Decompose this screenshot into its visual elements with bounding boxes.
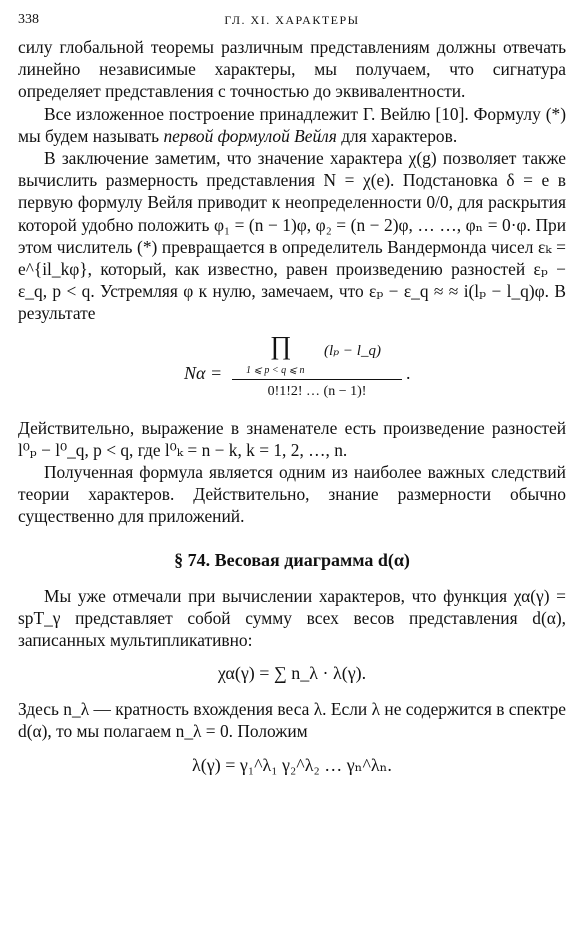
running-title: ГЛ. XI. ХАРАКТЕРЫ xyxy=(224,13,360,27)
product-term: (lₚ − l_q) xyxy=(324,342,381,359)
paragraph-continuation: силу глобальной теоремы различным представлениям должны отвечать линейно независимые характеры, мы получаем, что сигнатура определяет представления с точностью до эквивалентности. xyxy=(18,37,566,102)
dimension-formula xyxy=(18,330,566,411)
paragraph-denominator: Действительно, выражение в знаменателе есть произведение разностей l⁰ₚ − l⁰_q, p < q, где l⁰ₖ = n − k, k = 1, 2, …, n. xyxy=(18,417,566,460)
formula-numerator xyxy=(232,330,402,376)
section-title: § 74. Весовая диаграмма d(α) xyxy=(174,549,410,570)
weyl-text-b: для характеров. xyxy=(336,125,458,146)
paragraph-consequence: Полученная формула является одним из наиболее важных следствий теории характеров. Действительно, знание размерности обычно существенно для приложений. xyxy=(18,462,566,527)
weyl-formula-term: первой формулой Вейля xyxy=(163,125,337,146)
page-number: 338 xyxy=(18,12,39,27)
paragraph-dimension: В заключение заметим, что значение характера χ(g) позволяет также вычислить размерность представления N = χ(e). Подстановка δ = e в первую формулу Вейля приводит к неопределенности 0/0, для раскрытия которой удобно положить φ₁ = (n − 1)φ, φ₂ = (n − 2)φ, … …, φₙ = 0·φ. При этом числитель (*) превращается в определитель Вандермонда чисел εₖ = e^{il_kφ}, который, как известно, равен произведению разностей εₚ − ε_q, p < q. Устремляя φ к нулю, замечаем, что εₚ − ε_q ≈ ≈ i(lₚ − l_q)φ. В результате xyxy=(18,148,566,324)
paragraph-weights: Мы уже отмечали при вычислении характеров, что функция χα(γ) = spT_γ представляет собой сумму всех весов представления d(α), записанных мультипликативно: xyxy=(18,585,566,651)
formula-period: . xyxy=(406,362,411,383)
paragraph-multiplicity: Здесь n_λ — кратность вхождения веса λ. Если λ не содержится в спектре d(α), то мы полагаем n_λ = 0. Положим xyxy=(18,699,566,742)
character-sum-formula: χα(γ) = ∑ n_λ · λ(γ). xyxy=(217,663,367,684)
book-page xyxy=(18,10,566,790)
formula-fraction xyxy=(232,330,402,400)
product-sign: ∏ xyxy=(270,330,292,360)
weight-monomial-formula: λ(γ) = γ₁^λ₁ γ₂^λ₂ … γₙ^λₙ. xyxy=(192,754,392,775)
formula-denominator: 0!1!2! … (n − 1)! xyxy=(267,383,367,399)
formula-lhs: Nα = xyxy=(184,362,223,383)
paragraph-weyl xyxy=(18,103,566,147)
running-header xyxy=(18,10,566,36)
product-limits: 1 ⩽ p < q ⩽ n xyxy=(246,364,305,376)
weyl-text-a: Все изложенное построение принадлежит Г. Вейлю [10]. Формулу (*) мы будем называть xyxy=(18,103,566,146)
